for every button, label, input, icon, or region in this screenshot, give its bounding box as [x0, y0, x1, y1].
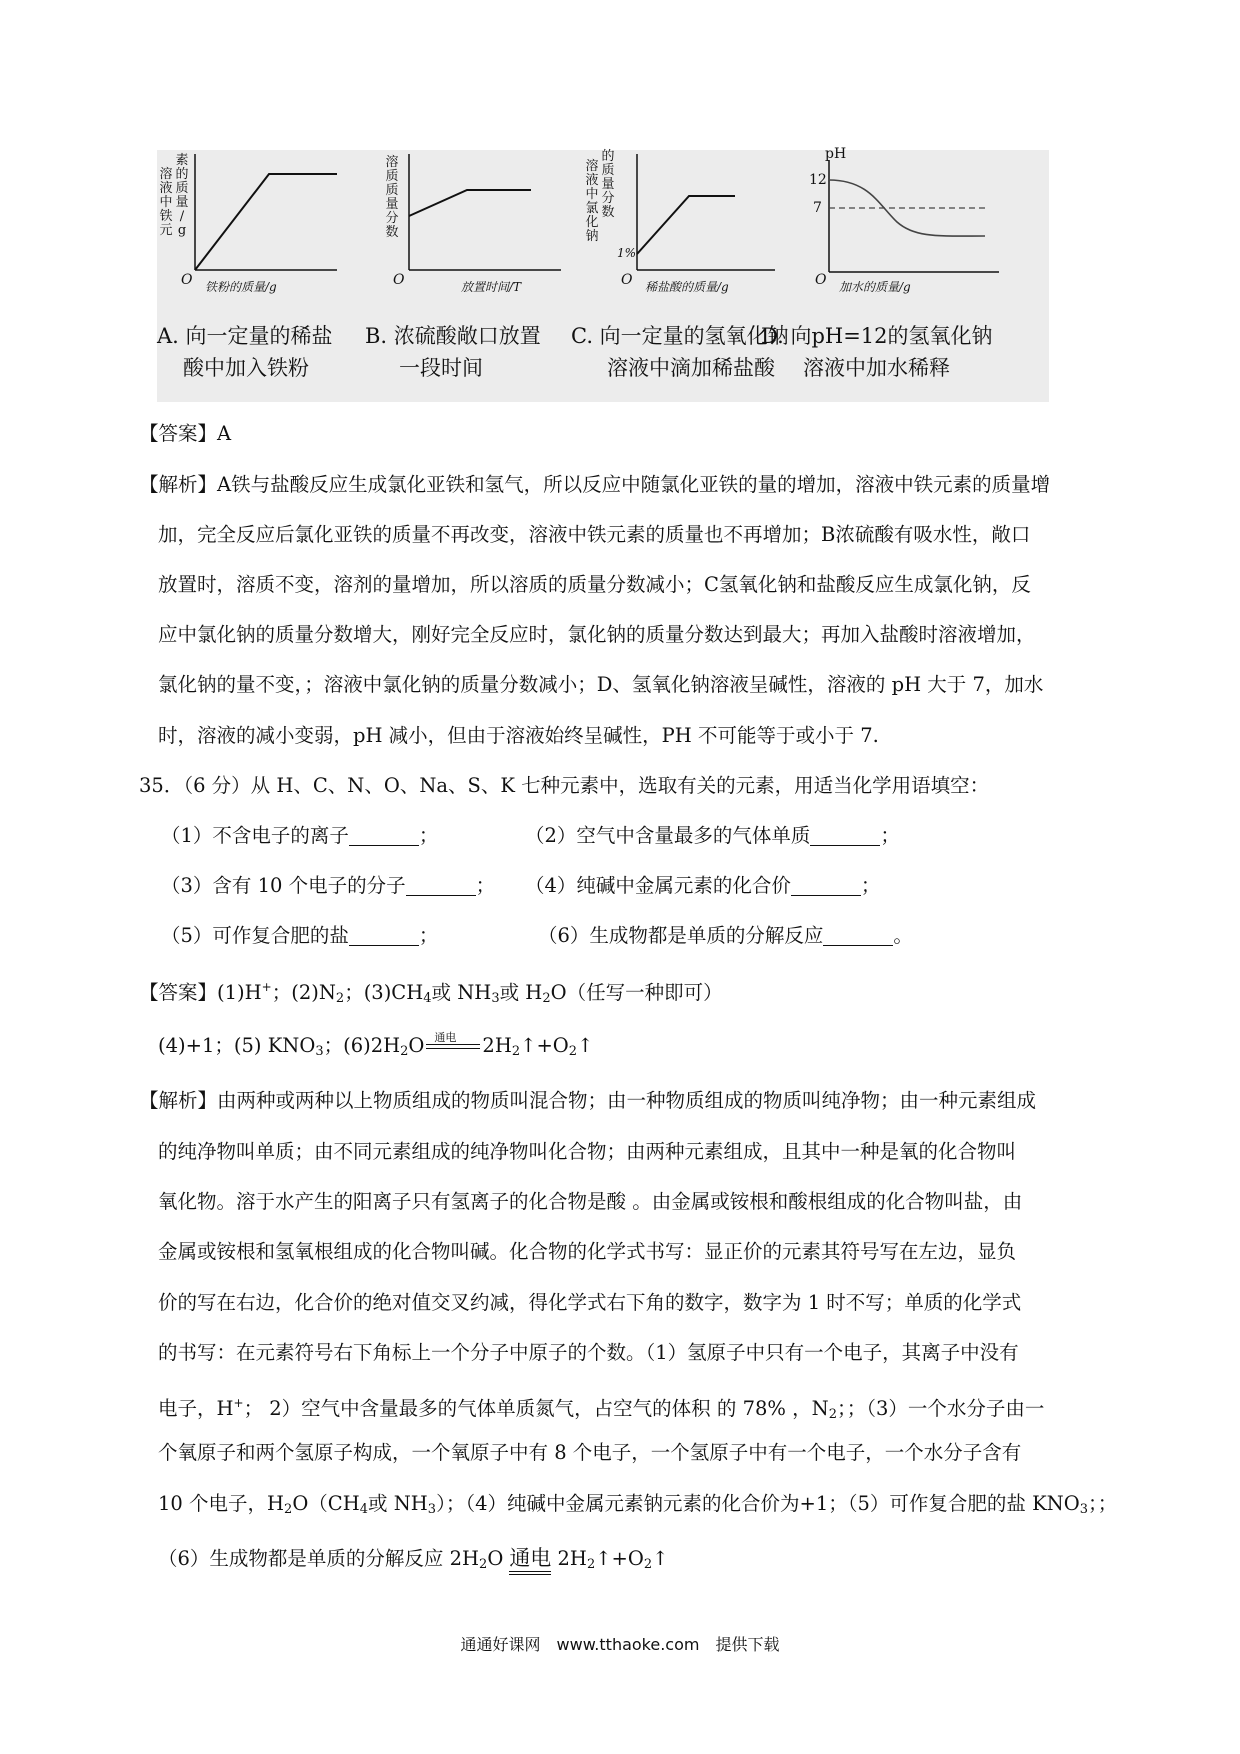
graph-d-origin: O — [815, 272, 827, 288]
graph-a-ylabel-col2: 素 的 质 量 / g — [175, 153, 189, 238]
graph-c-ylabel-col2: 的 质 量 分 数 — [601, 149, 615, 220]
q35-analysis-line-3: 氧化物。溶于水产生的阳离子只有氢离子的化合物是酸 。由金属或铵根和酸根组成的化合物叫盐，由 — [158, 1190, 1023, 1213]
answer-blank — [810, 825, 880, 846]
q35-item-5: （5）可作复合肥的盐 ； — [161, 924, 439, 947]
q35-item-1: （1）不含电子的离子 ； — [161, 824, 439, 847]
q35-stem: 35．（6 分）从 H、C、N、O、Na、S、K 七种元素中，选取有关的元素，用适当化学用语填空： — [139, 774, 990, 797]
graph-b-caption: B. 浓硫酸敞口放置 一段时间 — [365, 324, 541, 380]
q35-item-2: （2）空气中含量最多的气体单质 ； — [525, 824, 900, 847]
q35-analysis-line-10: （6）生成物都是单质的分解反应 $2H_2O$ 通电 $2H_2↑+O_2↑$ — [158, 1544, 669, 1579]
answer-blank — [349, 925, 419, 946]
graph-a-ylabel-col1: 溶 液 中 铁 元 — [159, 167, 173, 238]
q35-analysis-line-1: 【解析】由两种或两种以上物质组成的物质叫混合物；由一种物质组成的物质叫纯净物；由一种元素组成 — [139, 1089, 1037, 1112]
graph-c-ylabel-col1: 溶 液 中 氯 化 钠 — [585, 159, 599, 244]
graph-c-curve — [637, 196, 735, 254]
graph-c-origin: O — [621, 272, 633, 288]
graph-d-caption: D. 向pH=12的氢氧化钠 溶液中加水稀释 — [761, 324, 993, 380]
figure-strip — [157, 146, 1049, 402]
page-footer: 通通好课网 www.tthaoke.com 提供下载 — [460, 1635, 780, 1654]
graph-a-caption: A. 向一定量的稀盐 酸中加入铁粉 — [157, 324, 333, 380]
answer-blank — [406, 875, 476, 896]
q34-analysis-line-3: 放置时，溶质不变，溶剂的量增加，所以溶质的质量分数减小；C氢氧化钠和盐酸反应生成氯化钠，反 — [158, 573, 1031, 596]
graph-b-curve — [409, 190, 531, 216]
graph-c-xlabel: 稀盐酸的质量/g — [645, 280, 729, 294]
graph-panel-d — [761, 146, 1007, 402]
q35-item-3: （3）含有 10 个电子的分子 ； — [161, 874, 496, 897]
q35-analysis-line-4: 金属或铵根和氢氧根组成的化合物叫碱。化合物的化学式书写：显正价的元素其符号写在左边，显负 — [158, 1240, 1017, 1263]
q34-analysis-line-4: 应中氯化钠的质量分数增大，刚好完全反应时，氯化钠的质量分数达到最大；再加入盐酸时溶液增加， — [158, 623, 1036, 646]
graph-d-ylabel: pH — [825, 146, 847, 162]
q34-answer: 【答案】A — [139, 422, 232, 445]
graph-panel-a — [157, 150, 365, 402]
q35-answer-line-1: 【答案】(1)H+；$(2)N_2$；$(3)CH_4$或 $NH_3$或 $H_2O$（任写一种即可） — [139, 980, 723, 1006]
q35-item-4: （4）纯碱中金属元素的化合价 ； — [525, 874, 881, 897]
q35-analysis-line-5: 价的写在右边，化合价的绝对值交叉约减，得化学式右下角的数字，数字为 1 时不写；单质的化学式 — [158, 1291, 1022, 1314]
q35-analysis-line-8: 个氧原子和两个氢原子构成，一个氧原子中有 8 个电子，一个氢原子中有一个电子，一个水分子含有 — [158, 1441, 1022, 1464]
graph-d-ytick-12: 12 — [809, 172, 827, 188]
q35-answer-line-2: (4)+1；(5) $KNO_3$；$(6)2H_2O$ 通电 $2H_2↑+O_2↑$ — [158, 1031, 594, 1059]
answer-blank — [791, 875, 861, 896]
graph-b-xlabel: 放置时间/T — [461, 280, 522, 294]
graph-d-ytick-7: 7 — [813, 200, 822, 216]
graph-panel-b — [365, 150, 579, 402]
graph-d-xlabel: 加水的质量/g — [839, 280, 911, 294]
graph-a-origin: O — [181, 272, 193, 288]
graph-b-ylabel: 溶 质 质 量 分 数 — [385, 155, 399, 240]
q35-analysis-line-6: 的书写：在元素符号右下角标上一个分子中原子的个数。（1）氢原子中只有一个电子，其离子中没有 — [158, 1341, 1019, 1364]
q35-item-6: （6）生成物都是单质的分解反应 。 — [538, 924, 913, 947]
graph-b-origin: O — [393, 272, 405, 288]
q35-analysis-line-9: 10 个电子，$H_2O(CH_4$或 $NH_3$）；（4）纯碱中金属元素钠元素的化合价为+1；（5）可作复合肥的盐 $KNO_3$；； — [158, 1492, 1118, 1517]
graph-a-curve — [195, 174, 337, 270]
q34-analysis-line-2: 加，完全反应后氯化亚铁的质量不再改变，溶液中铁元素的质量也不再增加；B浓硫酸有吸水性，敞口 — [158, 523, 1031, 546]
reaction-condition: 通电 — [509, 1546, 551, 1575]
q34-analysis-line-6: 时，溶液的减小变弱，pH 减小，但由于溶液始终呈碱性，PH 不可能等于或小于 7. — [158, 724, 879, 747]
answer-blank — [349, 825, 419, 846]
q35-analysis-line-7: 电子，H+； 2）空气中含量最多的气体单质氮气，占空气的体积 的 78% ，$N_2$；；（3）一个水分子由一 — [158, 1396, 1045, 1422]
answer-blank — [823, 925, 893, 946]
q34-analysis-line-5: 氯化钠的量不变，；溶液中氯化钠的质量分数减小；D、氢氧化钠溶液呈碱性，溶液的 pH 大于 7，加水 — [158, 673, 1044, 696]
graph-c-ytick: 1% — [617, 246, 637, 260]
q34-analysis-line-1: 【解析】A铁与盐酸反应生成氯化亚铁和氢气，所以反应中随氯化亚铁的量的增加，溶液中铁元素的质量增 — [139, 473, 1051, 496]
graph-c-caption: C. 向一定量的氢氧化钠 溶液中滴加稀盐酸 — [571, 324, 789, 380]
graph-a-xlabel: 铁粉的质量/g — [205, 280, 277, 294]
q35-analysis-line-2: 的纯净物叫单质；由不同元素组成的纯净物叫化合物；由两种元素组成，且其中一种是氧的化合物叫 — [158, 1140, 1017, 1163]
reaction-arrow: 通电 — [424, 1030, 482, 1058]
